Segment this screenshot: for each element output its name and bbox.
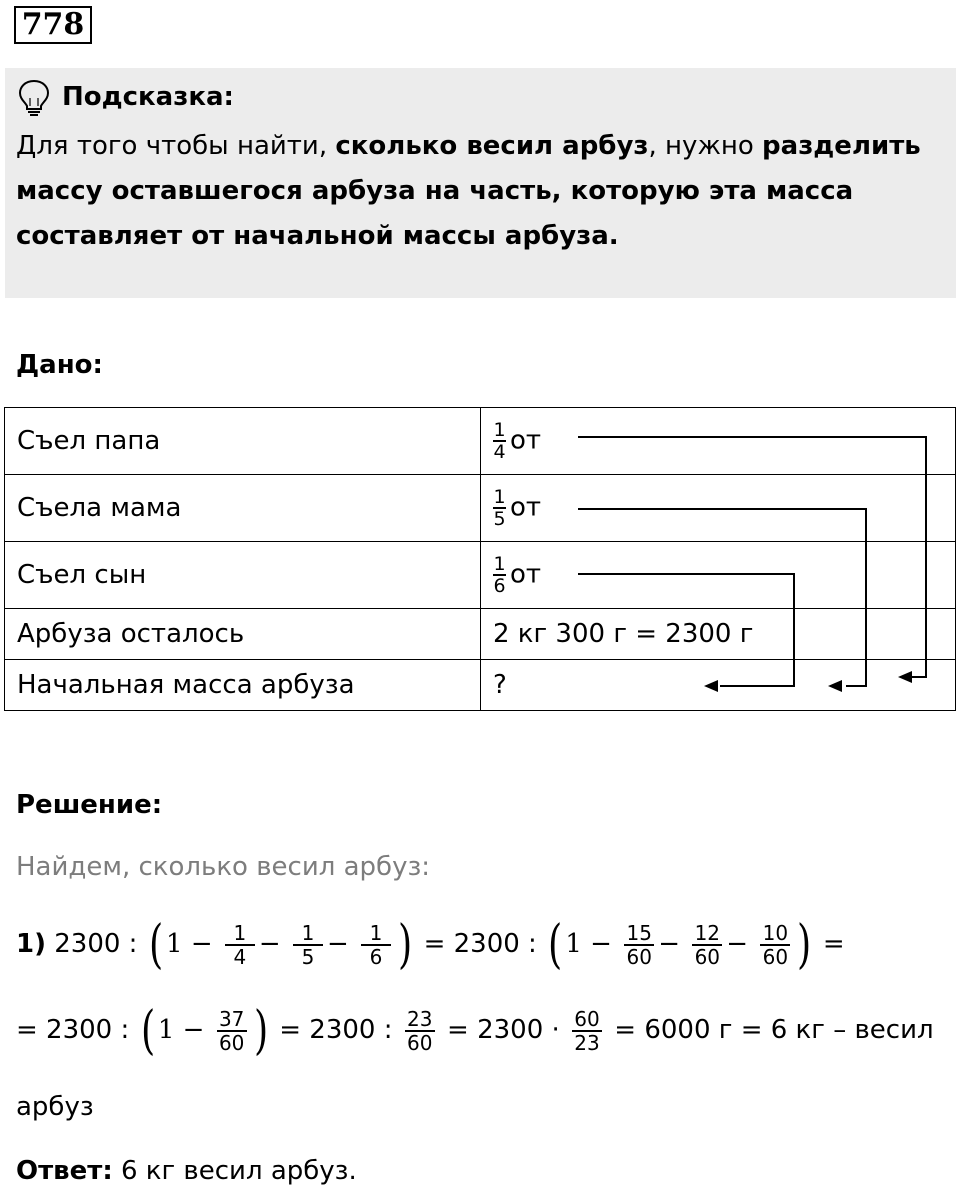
row-value: ?: [481, 660, 956, 711]
fraction: $\frac{1}{5}$: [493, 486, 506, 530]
hint-title: Подсказка:: [62, 82, 234, 112]
fraction: $\frac{1}{6}$: [493, 553, 506, 597]
fraction: $\frac{1}{4}$: [225, 922, 255, 968]
math-line-2: = 2300 : ( 1 − $\frac{37}{60}$ ) = 2300 : $\frac{23}{60}$ = 2300 · $\frac{60}{23}$ = 6000 г = 6 кг – весил: [16, 1000, 934, 1061]
math-line-1: 1) 2300 : ( 1 − $\frac{1}{4}$ − $\frac{1}{5}$ − $\frac{1}{6}$ ) = 2300 : ( 1 − $\frac{15}{60}$ − $\frac{12}{60}$ − $\frac{10}{60}$ ) =: [16, 914, 845, 975]
row-value: $\frac{1}{6}$ от: [481, 542, 956, 609]
math-line-3: арбуз: [16, 1092, 94, 1122]
row-name: Съел сын: [5, 542, 481, 609]
hint-text: Для того чтобы найти, сколько весил арбуз, нужно разделить массу оставшегося арбуза на часть, которую эта масса составляет от начальной массы арбуза.: [16, 131, 921, 251]
fraction: $\frac{1}{4}$: [493, 419, 506, 463]
arrow-mama: [578, 509, 866, 686]
row-name: Арбуза осталось: [5, 609, 481, 660]
row-name: Съел папа: [5, 408, 481, 475]
arrow-papa: [578, 437, 926, 677]
solution-intro: Найдем, сколько весил арбуз:: [16, 852, 431, 882]
row-name: Начальная масса арбуза: [5, 660, 481, 711]
arrowhead: [704, 680, 718, 692]
row-value: $\frac{1}{4}$ от: [481, 408, 956, 475]
fraction: $\frac{15}{60}$: [624, 922, 654, 968]
answer: Ответ: 6 кг весил арбуз.: [16, 1156, 357, 1186]
fraction: $\frac{10}{60}$: [760, 922, 790, 968]
row-value: $\frac{1}{5}$ от: [481, 475, 956, 542]
arrowhead: [828, 680, 842, 692]
solution-label: Решение:: [16, 790, 163, 820]
problem-number: 778: [14, 6, 92, 44]
fraction: $\frac{60}{23}$: [572, 1008, 602, 1054]
fraction: $\frac{1}{6}$: [361, 922, 391, 968]
fraction: $\frac{23}{60}$: [405, 1008, 435, 1054]
row-value: 2 кг 300 г = 2300 г: [481, 609, 956, 660]
fraction: $\frac{37}{60}$: [217, 1008, 247, 1054]
row-name: Съела мама: [5, 475, 481, 542]
arrow-son: [578, 574, 794, 686]
fraction: $\frac{12}{60}$: [692, 922, 722, 968]
fraction: $\frac{1}{5}$: [293, 922, 323, 968]
given-label: Дано:: [16, 350, 103, 380]
arrowhead: [898, 671, 912, 683]
